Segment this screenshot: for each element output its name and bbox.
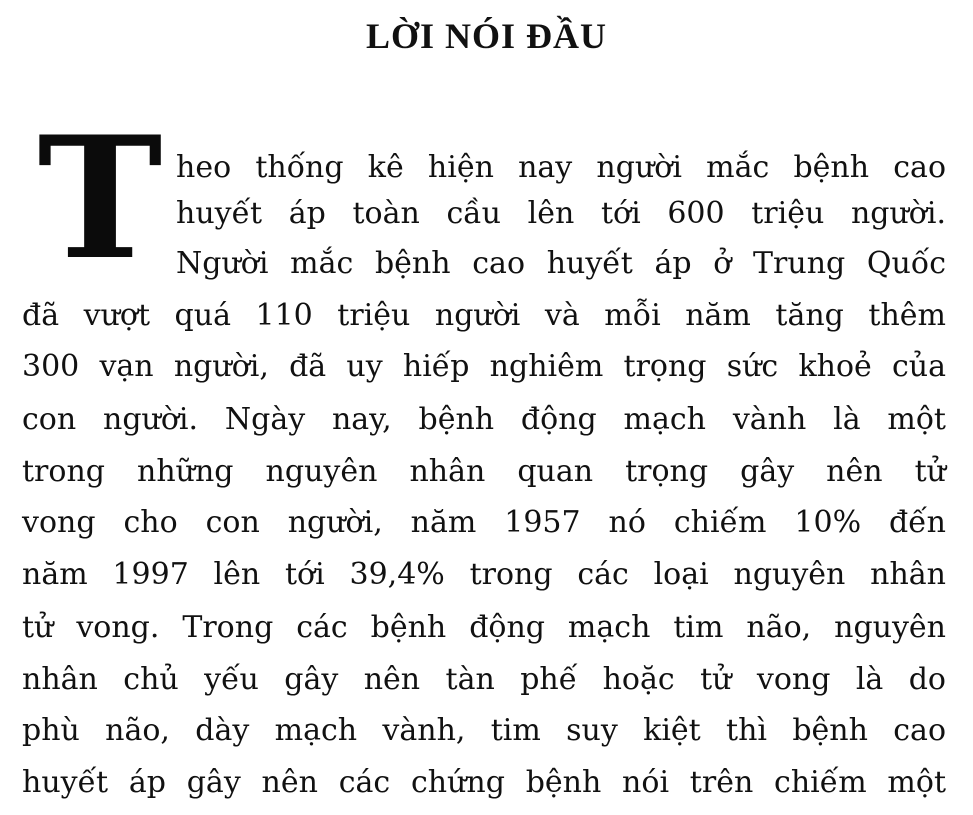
paragraph-line: nhân chủ yếu gây nên tàn phế hoặc tử vong là do bbox=[22, 662, 946, 697]
paragraph-line: tử vong. Trong các bệnh động mạch tim não, nguyên bbox=[22, 610, 946, 645]
paragraph-line: Người mắc bệnh cao huyết áp ở Trung Quốc bbox=[176, 246, 946, 281]
paragraph-line: vong cho con người, năm 1957 nó chiếm 10% đến bbox=[22, 505, 946, 540]
page-title: LỜI NÓI ĐẦU bbox=[365, 16, 608, 56]
paragraph-line: trong những nguyên nhân quan trọng gây nên tử bbox=[22, 454, 946, 489]
paragraph-line: đã vượt quá 110 triệu người và mỗi năm tăng thêm bbox=[22, 298, 946, 333]
drop-cap-letter: T bbox=[37, 99, 163, 297]
paragraph-line: heo thống kê hiện nay người mắc bệnh cao bbox=[176, 150, 946, 185]
paragraph-line: phù não, dày mạch vành, tim suy kiệt thì bệnh cao bbox=[22, 713, 946, 748]
paragraph-line: 300 vạn người, đã uy hiếp nghiêm trọng sức khoẻ của bbox=[22, 349, 946, 384]
paragraph-line: năm 1997 lên tới 39,4% trong các loại nguyên nhân bbox=[22, 557, 946, 592]
paragraph-line: huyết áp toàn cầu lên tới 600 triệu người. bbox=[176, 196, 946, 231]
paragraph-line: huyết áp gây nên các chứng bệnh nói trên chiếm một bbox=[22, 765, 946, 800]
paragraph-line: con người. Ngày nay, bệnh động mạch vành là một bbox=[22, 402, 946, 437]
